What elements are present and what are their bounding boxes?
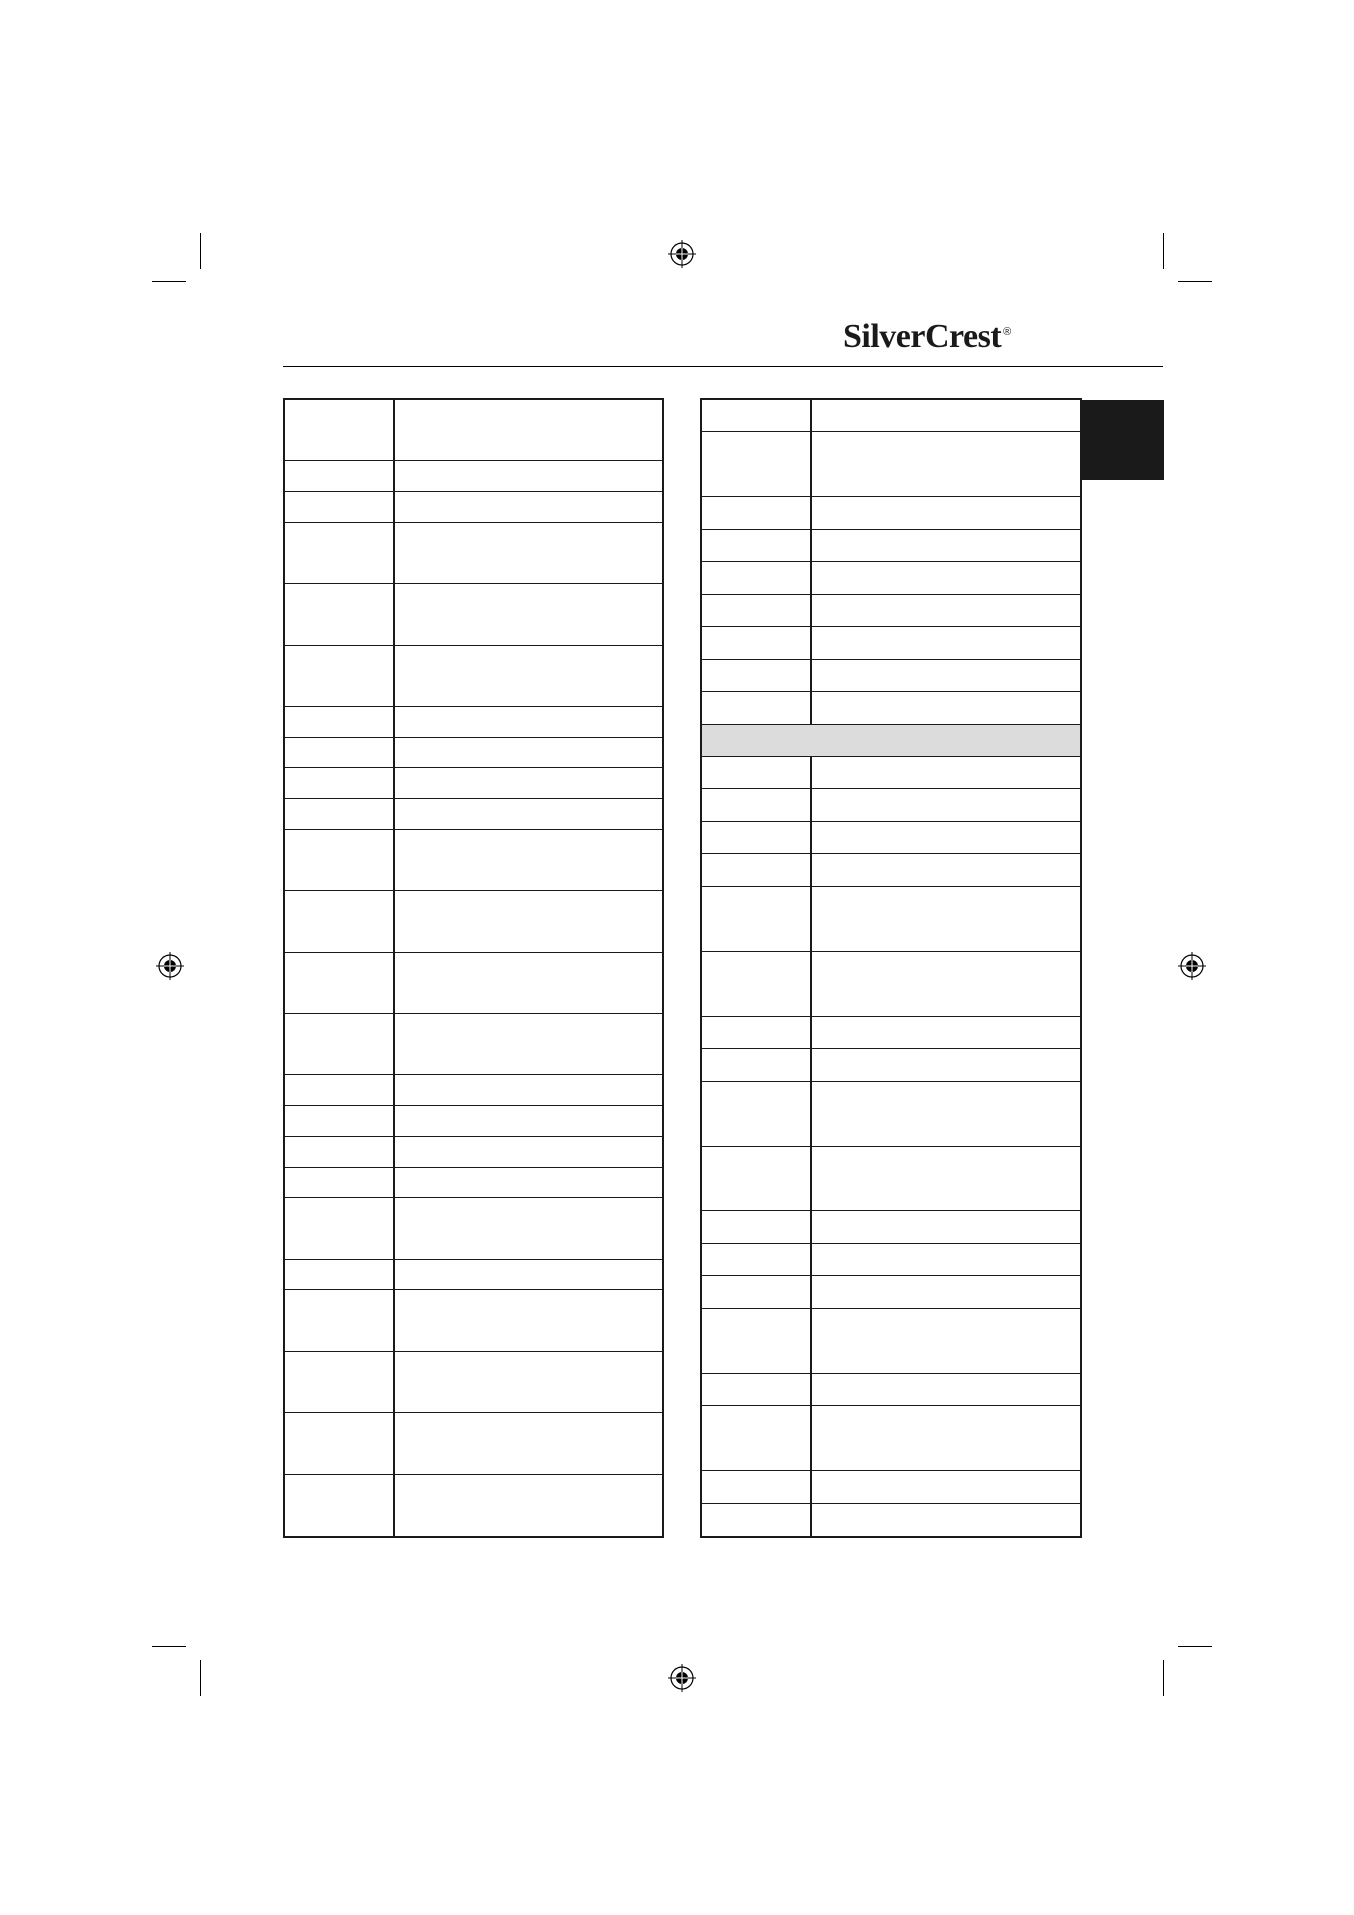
table-cell-definition: [812, 1471, 1080, 1502]
table-cell-definition: [812, 952, 1080, 1016]
crop-mark-icon: [152, 281, 186, 282]
table-row: [702, 627, 1080, 659]
table-cell-term: [702, 400, 812, 431]
table-row: [702, 1276, 1080, 1308]
table-cell-definition: [395, 1413, 662, 1473]
table-cell-term: [702, 627, 812, 658]
table-cell-definition: [395, 738, 662, 768]
table-row: [285, 1168, 662, 1199]
registered-mark: ®: [1003, 326, 1011, 338]
crop-mark-icon: [1178, 1646, 1212, 1647]
table-row: [285, 1075, 662, 1106]
table-cell-definition: [395, 584, 662, 644]
table-cell-term: [285, 830, 395, 890]
table-cell-definition: [395, 1352, 662, 1412]
table-row: [702, 1082, 1080, 1147]
brand-logo-text: SilverCrest: [843, 318, 1002, 355]
table-row: [285, 1260, 662, 1291]
table-row: [285, 768, 662, 799]
table-row: [285, 1290, 662, 1351]
table-cell-definition: [812, 660, 1080, 691]
table-cell-term: [285, 1260, 395, 1290]
table-row: [702, 432, 1080, 497]
table-cell-definition: [812, 1017, 1080, 1048]
table-cell-definition: [395, 646, 662, 706]
table-cell-term: [702, 530, 812, 561]
table-cell-term: [702, 822, 812, 853]
table-cell-term: [285, 1475, 395, 1536]
table-cell-term: [285, 523, 395, 583]
table-row: [702, 1374, 1080, 1406]
table-cell-term: [285, 1198, 395, 1258]
table-cell-term: [702, 432, 812, 496]
table-cell-term: [285, 799, 395, 829]
table-cell-term: [702, 660, 812, 691]
table-row: [285, 707, 662, 738]
table-cell-definition: [812, 432, 1080, 496]
table-cell-term: [285, 1014, 395, 1074]
table-row: [702, 1017, 1080, 1049]
crop-mark-icon: [1178, 281, 1212, 282]
table-cell-term: [702, 595, 812, 626]
registration-mark-icon: [1177, 951, 1207, 981]
table-cell-term: [702, 1374, 812, 1405]
table-cell-term: [702, 1082, 812, 1146]
table-cell-definition: [812, 1244, 1080, 1275]
table-cell-term: [285, 738, 395, 768]
table-cell-definition: [395, 891, 662, 951]
registration-mark-icon: [667, 239, 697, 269]
table-cell-term: [285, 1106, 395, 1136]
table-row: [285, 1475, 662, 1536]
table-row: [285, 799, 662, 830]
table-row: [285, 400, 662, 461]
table-cell-term: [702, 692, 812, 723]
table-cell-term: [285, 1075, 395, 1105]
table-cell-definition: [812, 692, 1080, 723]
table-row: [702, 595, 1080, 627]
table-row: [702, 1471, 1080, 1503]
table-cell-definition: [395, 523, 662, 583]
table-row: [702, 1211, 1080, 1243]
table-cell-definition: [812, 497, 1080, 528]
table-cell-term: [702, 1406, 812, 1470]
table-cell-term: [702, 789, 812, 820]
table-cell-term: [285, 891, 395, 951]
table-cell-definition: [395, 1014, 662, 1074]
table-cell-term: [702, 1017, 812, 1048]
table-cell-definition: [395, 799, 662, 829]
table-row: [285, 953, 662, 1014]
table-row: [702, 1049, 1080, 1081]
table-cell-term: [702, 952, 812, 1016]
table-row: [285, 1137, 662, 1168]
table-row: [285, 1413, 662, 1474]
table-cell-term: [702, 854, 812, 885]
table-row: [702, 789, 1080, 821]
table-cell-definition: [395, 1168, 662, 1198]
registration-mark-icon: [155, 951, 185, 981]
table-cell-definition: [395, 461, 662, 491]
table-row: [702, 1504, 1080, 1536]
table-cell-definition: [812, 1276, 1080, 1307]
table-cell-definition: [395, 1290, 662, 1350]
table-cell-term: [285, 646, 395, 706]
table-row: [285, 1014, 662, 1075]
table-row: [702, 497, 1080, 529]
table-cell-definition: [812, 1147, 1080, 1211]
table-cell-definition: [395, 1075, 662, 1105]
table-cell-definition: [395, 953, 662, 1013]
table-row: [702, 887, 1080, 952]
crop-mark-icon: [200, 1660, 201, 1696]
table-cell-term: [285, 768, 395, 798]
table-cell-definition: [395, 707, 662, 737]
table-cell-term: [702, 1147, 812, 1211]
table-cell-term: [702, 1309, 812, 1373]
table-row: [285, 830, 662, 891]
table-row: [702, 562, 1080, 594]
table-cell-definition: [812, 400, 1080, 431]
table-row: [285, 461, 662, 492]
right-table: [700, 398, 1082, 1538]
table-row: [285, 646, 662, 707]
table-row: [285, 584, 662, 645]
crop-mark-icon: [1163, 233, 1164, 269]
table-row: [702, 822, 1080, 854]
table-cell-definition: [812, 1374, 1080, 1405]
table-row: [702, 400, 1080, 432]
table-row: [702, 660, 1080, 692]
table-cell-term: [285, 1137, 395, 1167]
table-cell-term: [702, 757, 812, 788]
table-row: [285, 523, 662, 584]
table-cell-definition: [812, 595, 1080, 626]
table-cell-definition: [395, 1198, 662, 1258]
table-section-row: [702, 725, 1080, 757]
brand-logo: [843, 318, 1073, 360]
section-tab-marker: [1082, 400, 1164, 480]
table-cell-definition: [395, 1106, 662, 1136]
table-cell-definition: [395, 1475, 662, 1536]
table-row: [285, 1352, 662, 1413]
table-cell-definition: [812, 822, 1080, 853]
table-row: [702, 757, 1080, 789]
crop-mark-icon: [200, 233, 201, 269]
table-cell-definition: [812, 1211, 1080, 1242]
table-cell-definition: [812, 1504, 1080, 1536]
crop-mark-icon: [152, 1646, 186, 1647]
table-cell-term: [702, 887, 812, 951]
table-cell-term: [702, 1504, 812, 1536]
table-cell-definition: [812, 562, 1080, 593]
table-cell-term: [285, 1413, 395, 1473]
table-cell-term: [702, 497, 812, 528]
table-row: [285, 492, 662, 523]
table-cell-definition: [812, 887, 1080, 951]
table-cell-definition: [812, 1309, 1080, 1373]
table-cell-term: [285, 1352, 395, 1412]
table-cell-definition: [395, 400, 662, 460]
table-cell-definition: [812, 854, 1080, 885]
table-cell-term: [285, 400, 395, 460]
table-cell-term: [702, 1471, 812, 1502]
table-cell-definition: [812, 725, 1080, 756]
table-cell-definition: [812, 1082, 1080, 1146]
table-row: [702, 854, 1080, 886]
table-cell-term: [285, 1168, 395, 1198]
table-cell-definition: [812, 1406, 1080, 1470]
table-row: [702, 692, 1080, 724]
table-row: [285, 738, 662, 769]
table-row: [702, 952, 1080, 1017]
table-row: [702, 1244, 1080, 1276]
registration-mark-icon: [667, 1663, 697, 1693]
table-row: [702, 530, 1080, 562]
table-cell-term: [285, 707, 395, 737]
table-row: [285, 1106, 662, 1137]
header-divider: [283, 366, 1163, 367]
table-cell-definition: [395, 492, 662, 522]
left-table: [283, 398, 664, 1538]
table-row: [702, 1406, 1080, 1471]
table-cell-definition: [812, 789, 1080, 820]
table-cell-term: [285, 1290, 395, 1350]
table-cell-term: [702, 1211, 812, 1242]
table-cell-term: [285, 584, 395, 644]
crop-mark-icon: [1163, 1660, 1164, 1696]
table-cell-definition: [395, 1260, 662, 1290]
table-cell-term: [702, 1244, 812, 1275]
table-cell-term: [702, 1049, 812, 1080]
table-row: [285, 891, 662, 952]
table-cell-definition: [812, 530, 1080, 561]
table-cell-term: [285, 461, 395, 491]
table-cell-definition: [395, 1137, 662, 1167]
table-cell-definition: [812, 627, 1080, 658]
table-cell-term: [285, 492, 395, 522]
table-cell-definition: [812, 1049, 1080, 1080]
table-cell-definition: [395, 830, 662, 890]
table-row: [702, 1147, 1080, 1212]
table-cell-term: [285, 953, 395, 1013]
table-row: [702, 1309, 1080, 1374]
table-row: [285, 1198, 662, 1259]
table-cell-term: [702, 562, 812, 593]
table-cell-definition: [395, 768, 662, 798]
table-cell-term: [702, 1276, 812, 1307]
table-cell-definition: [812, 757, 1080, 788]
